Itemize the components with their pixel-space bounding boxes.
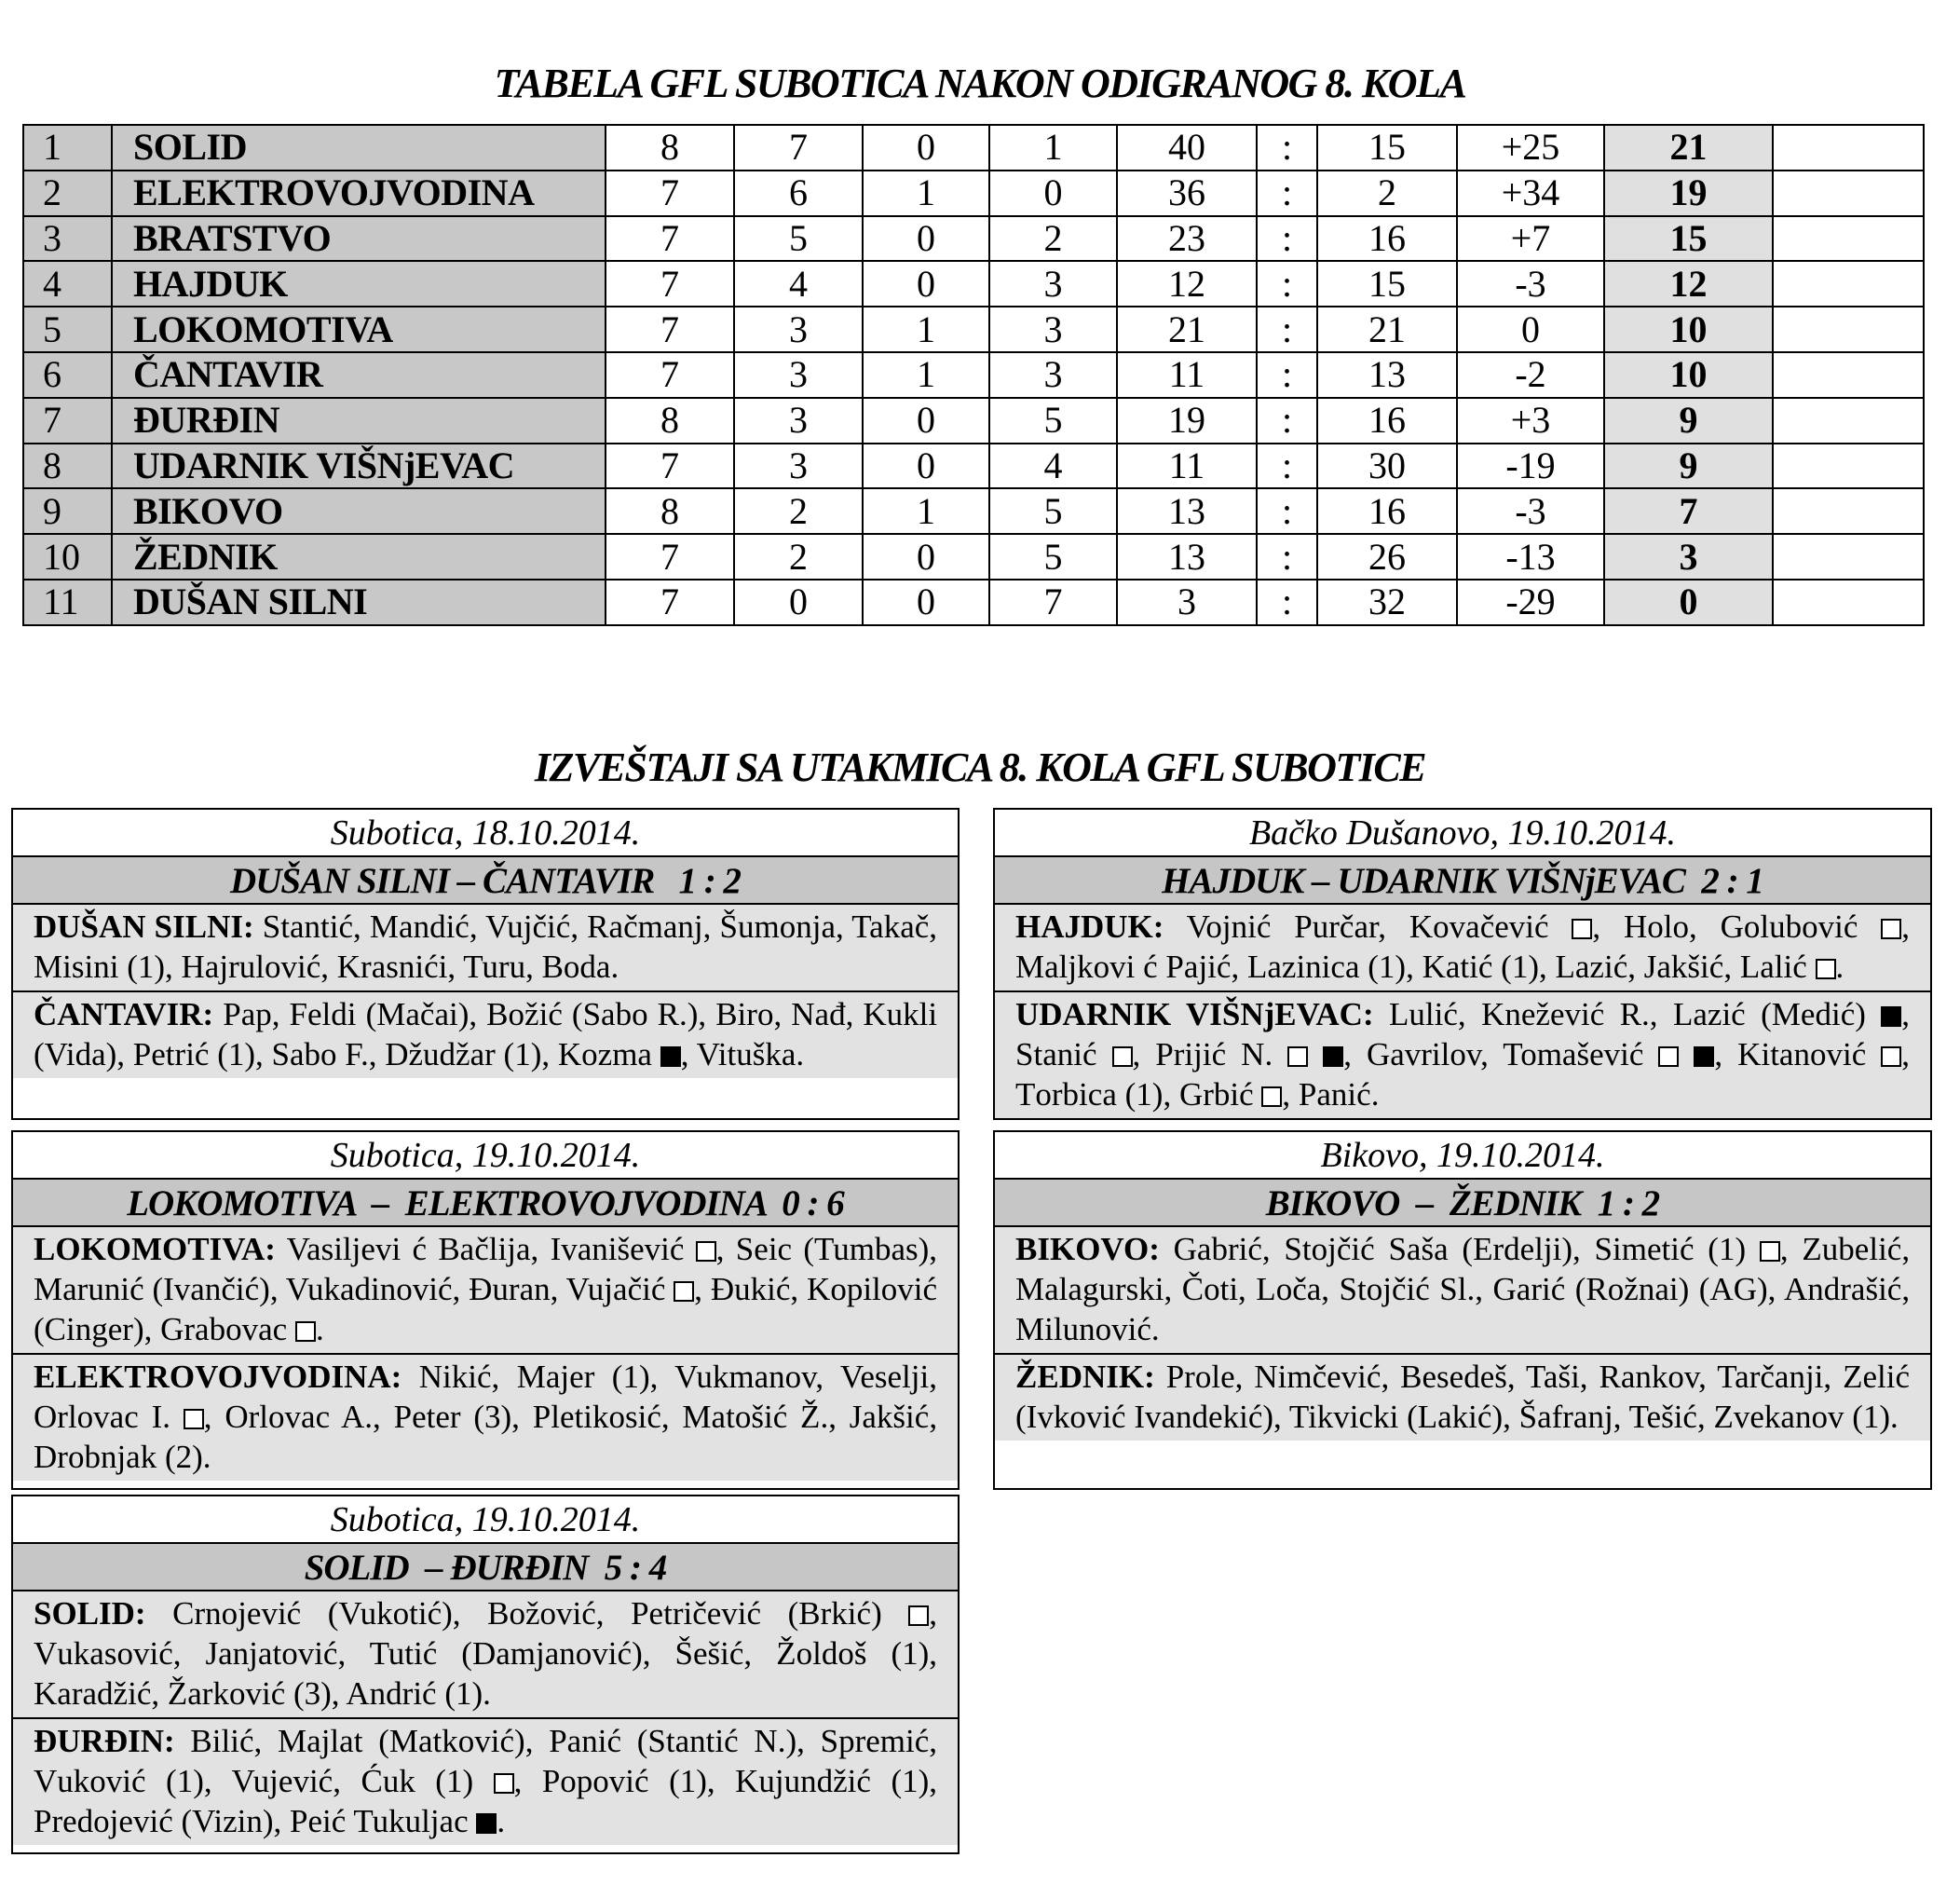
lost-cell: 0 [989, 171, 1117, 216]
standings-body [23, 125, 1924, 625]
goals-against-cell: 26 [1317, 534, 1457, 580]
table-row [23, 534, 1924, 580]
goals-for-cell: 19 [1117, 398, 1257, 444]
table-row [23, 488, 1924, 534]
card-box-filled [1881, 1006, 1901, 1027]
position-cell: 8 [23, 444, 112, 489]
goals-for-cell: 40 [1117, 125, 1257, 171]
position-cell: 7 [23, 398, 112, 444]
card-box-filled [660, 1046, 681, 1067]
goal-separator: : [1257, 261, 1317, 307]
empty-cell [1773, 216, 1924, 262]
table-row [23, 125, 1924, 171]
away-lineup [13, 1353, 958, 1481]
home-lineup [995, 1227, 1930, 1353]
team-cell: ELEKTROVOJVODINA [112, 171, 606, 216]
won-cell: 2 [734, 534, 863, 580]
goal-difference-cell: -19 [1457, 444, 1604, 489]
match-result: HAJDUK – UDARNIK VIŠNjEVAC 2 : 1 [995, 857, 1930, 905]
card-box-empty [1760, 1241, 1780, 1262]
goal-separator: : [1257, 216, 1317, 262]
table-row [23, 307, 1924, 352]
team-label: ČANTAVIR: [34, 996, 214, 1032]
away-lineup [995, 990, 1930, 1118]
team-cell: ĐURĐIN [112, 398, 606, 444]
empty-cell [1773, 488, 1924, 534]
goal-separator: : [1257, 444, 1317, 489]
lost-cell: 5 [989, 488, 1117, 534]
match-date: Subotica, 19.10.2014. [13, 1496, 958, 1544]
home-lineup [13, 1591, 958, 1717]
goals-against-cell: 15 [1317, 261, 1457, 307]
goals-for-cell: 21 [1117, 307, 1257, 352]
goals-against-cell: 16 [1317, 488, 1457, 534]
goal-difference-cell: -3 [1457, 488, 1604, 534]
player-list: Pap, Feldi (Mačai), Božić (Sabo R.), Biro, Nađ, Kukli (Vida), Petrić (1), Sabo F., Džudžar (1), Kozma , Vituška. [34, 996, 938, 1072]
card-box-filled [476, 1813, 497, 1834]
card-box-empty [674, 1281, 694, 1302]
match-date: Subotica, 18.10.2014. [13, 810, 958, 857]
points-cell: 3 [1604, 534, 1773, 580]
empty-cell [1773, 534, 1924, 580]
goal-separator: : [1257, 352, 1317, 398]
lost-cell: 7 [989, 580, 1117, 625]
match-report [993, 808, 1932, 1120]
goals-for-cell: 11 [1117, 352, 1257, 398]
drawn-cell: 1 [863, 352, 989, 398]
goal-difference-cell: +3 [1457, 398, 1604, 444]
points-cell: 21 [1604, 125, 1773, 171]
position-cell: 6 [23, 352, 112, 398]
empty-cell [1773, 398, 1924, 444]
goals-for-cell: 23 [1117, 216, 1257, 262]
card-box-empty [1881, 919, 1901, 939]
won-cell: 2 [734, 488, 863, 534]
away-lineup [13, 990, 958, 1078]
empty-cell [1773, 580, 1924, 625]
played-cell: 8 [606, 125, 734, 171]
lost-cell: 3 [989, 261, 1117, 307]
goal-separator: : [1257, 398, 1317, 444]
card-box-empty [908, 1605, 929, 1626]
drawn-cell: 1 [863, 307, 989, 352]
drawn-cell: 0 [863, 444, 989, 489]
points-cell: 7 [1604, 488, 1773, 534]
goals-for-cell: 11 [1117, 444, 1257, 489]
goal-difference-cell: +34 [1457, 171, 1604, 216]
reports-title: IZVEŠTAJI SA UTAKMICA 8. KOLA GFL SUBOTICE [534, 744, 1426, 790]
empty-cell [1773, 307, 1924, 352]
goal-separator: : [1257, 125, 1317, 171]
played-cell: 7 [606, 534, 734, 580]
lost-cell: 5 [989, 534, 1117, 580]
player-list: Bilić, Majlat (Matković), Panić (Stantić N.), Spremić, Vuković (1), Vujević, Ćuk (1) , Popović (1), Kujundžić (1), Predojević (Vizin), Peić Tukuljac . [34, 1723, 938, 1839]
won-cell: 0 [734, 580, 863, 625]
drawn-cell: 0 [863, 398, 989, 444]
empty-cell [1773, 261, 1924, 307]
team-cell: SOLID [112, 125, 606, 171]
goals-for-cell: 13 [1117, 534, 1257, 580]
match-date: Bačko Dušanovo, 19.10.2014. [995, 810, 1930, 857]
drawn-cell: 0 [863, 125, 989, 171]
goal-difference-cell: -29 [1457, 580, 1604, 625]
team-label: SOLID: [34, 1595, 146, 1632]
card-box-empty [1816, 959, 1836, 979]
away-lineup [995, 1353, 1930, 1441]
team-cell: ČANTAVIR [112, 352, 606, 398]
played-cell: 8 [606, 488, 734, 534]
goal-difference-cell: -13 [1457, 534, 1604, 580]
goal-difference-cell: +7 [1457, 216, 1604, 262]
lost-cell: 4 [989, 444, 1117, 489]
match-result: SOLID – ĐURĐIN 5 : 4 [13, 1544, 958, 1591]
lost-cell: 1 [989, 125, 1117, 171]
standings-title: TABELA GFL SUBOTICA NAKON ODIGRANOG 8. KOLA [494, 61, 1466, 106]
lost-cell: 5 [989, 398, 1117, 444]
card-box-empty [184, 1409, 204, 1429]
position-cell: 10 [23, 534, 112, 580]
player-list: Vasiljevi ć Bačlija, Ivanišević , Seic (Tumbas), Marunić (Ivančić), Vukadinović, Đuran, Vujačić , Đukić, Kopilović (Cinger), Grabovac . [34, 1231, 938, 1347]
team-cell: LOKOMOTIVA [112, 307, 606, 352]
points-cell: 10 [1604, 352, 1773, 398]
goal-separator: : [1257, 488, 1317, 534]
card-box-filled [1323, 1046, 1343, 1067]
played-cell: 7 [606, 307, 734, 352]
won-cell: 6 [734, 171, 863, 216]
goals-against-cell: 16 [1317, 216, 1457, 262]
player-list: Stantić, Mandić, Vujčić, Račmanj, Šumonja, Takač, Misini (1), Hajrulović, Krasnići, Turu, Boda. [34, 908, 938, 985]
position-cell: 9 [23, 488, 112, 534]
goals-against-cell: 32 [1317, 580, 1457, 625]
won-cell: 4 [734, 261, 863, 307]
won-cell: 3 [734, 352, 863, 398]
position-cell: 3 [23, 216, 112, 262]
lost-cell: 3 [989, 307, 1117, 352]
points-cell: 15 [1604, 216, 1773, 262]
drawn-cell: 1 [863, 171, 989, 216]
team-label: LOKOMOTIVA: [34, 1231, 276, 1267]
position-cell: 2 [23, 171, 112, 216]
goals-against-cell: 13 [1317, 352, 1457, 398]
team-cell: BRATSTVO [112, 216, 606, 262]
table-row [23, 352, 1924, 398]
empty-cell [1773, 444, 1924, 489]
card-box-empty [494, 1773, 514, 1794]
home-lineup [13, 1227, 958, 1353]
points-cell: 9 [1604, 444, 1773, 489]
team-label: ŽEDNIK: [1015, 1359, 1155, 1395]
table-row [23, 261, 1924, 307]
won-cell: 3 [734, 398, 863, 444]
goals-against-cell: 30 [1317, 444, 1457, 489]
points-cell: 9 [1604, 398, 1773, 444]
drawn-cell: 0 [863, 261, 989, 307]
table-row [23, 171, 1924, 216]
home-lineup [995, 905, 1930, 990]
team-cell: HAJDUK [112, 261, 606, 307]
played-cell: 7 [606, 352, 734, 398]
played-cell: 7 [606, 261, 734, 307]
team-cell: UDARNIK VIŠNjEVAC [112, 444, 606, 489]
points-cell: 19 [1604, 171, 1773, 216]
table-row [23, 216, 1924, 262]
match-report [11, 808, 960, 1120]
team-label: ĐURĐIN: [34, 1723, 175, 1759]
card-box-empty [295, 1321, 316, 1342]
match-report [11, 1130, 960, 1490]
team-cell: ŽEDNIK [112, 534, 606, 580]
match-report [11, 1495, 960, 1854]
position-cell: 5 [23, 307, 112, 352]
goals-against-cell: 15 [1317, 125, 1457, 171]
drawn-cell: 0 [863, 216, 989, 262]
points-cell: 0 [1604, 580, 1773, 625]
team-label: BIKOVO: [1015, 1231, 1160, 1267]
table-row [23, 398, 1924, 444]
goal-difference-cell: 0 [1457, 307, 1604, 352]
position-cell: 4 [23, 261, 112, 307]
won-cell: 3 [734, 444, 863, 489]
empty-cell [1773, 125, 1924, 171]
drawn-cell: 0 [863, 580, 989, 625]
position-cell: 11 [23, 580, 112, 625]
team-cell: BIKOVO [112, 488, 606, 534]
goal-difference-cell: +25 [1457, 125, 1604, 171]
goal-difference-cell: -3 [1457, 261, 1604, 307]
drawn-cell: 1 [863, 488, 989, 534]
card-box-empty [1112, 1046, 1133, 1067]
match-result: LOKOMOTIVA – ELEKTROVOJVODINA 0 : 6 [13, 1180, 958, 1227]
card-box-empty [1658, 1046, 1679, 1067]
player-list: Nikić, Majer (1), Vukmanov, Veselji, Orlovac I. , Orlovac A., Peter (3), Pletikosić, Matošić Ž., Jakšić, Drobnjak (2). [34, 1359, 938, 1475]
player-list: Crnojević (Vukotić), Božović, Petričević (Brkić) , Vukasović, Janjatović, Tutić (Damjanović), Šešić, Žoldoš (1), Karadžić, Žarković (3), Andrić (1). [34, 1595, 938, 1712]
card-box-empty [1572, 919, 1592, 939]
empty-cell [1773, 352, 1924, 398]
goals-against-cell: 21 [1317, 307, 1457, 352]
goals-for-cell: 3 [1117, 580, 1257, 625]
match-date: Subotica, 19.10.2014. [13, 1132, 958, 1180]
away-lineup [13, 1717, 958, 1845]
team-label: DUŠAN SILNI: [34, 908, 254, 945]
drawn-cell: 0 [863, 534, 989, 580]
goal-separator: : [1257, 580, 1317, 625]
goal-separator: : [1257, 171, 1317, 216]
goals-for-cell: 12 [1117, 261, 1257, 307]
points-cell: 10 [1604, 307, 1773, 352]
player-list: Prole, Nimčević, Besedeš, Taši, Rankov, Tarčanji, Zelić (Ivković Ivandekić), Tikvicki (Lakić), Šafranj, Tešić, Zvekanov (1). [1015, 1359, 1911, 1435]
lost-cell: 3 [989, 352, 1117, 398]
match-report [993, 1130, 1932, 1490]
played-cell: 7 [606, 444, 734, 489]
played-cell: 7 [606, 580, 734, 625]
goal-difference-cell: -2 [1457, 352, 1604, 398]
match-result: DUŠAN SILNI – ČANTAVIR 1 : 2 [13, 857, 958, 905]
played-cell: 7 [606, 216, 734, 262]
goal-separator: : [1257, 534, 1317, 580]
match-result: BIKOVO – ŽEDNIK 1 : 2 [995, 1180, 1930, 1227]
goals-for-cell: 36 [1117, 171, 1257, 216]
position-cell: 1 [23, 125, 112, 171]
won-cell: 5 [734, 216, 863, 262]
table-row [23, 580, 1924, 625]
card-box-empty [1881, 1046, 1901, 1067]
card-box-empty [1287, 1046, 1308, 1067]
team-label: HAJDUK: [1015, 908, 1164, 945]
table-row [23, 444, 1924, 489]
player-list: Lulić, Knežević R., Lazić (Medić) , Stanić , Prijić N. , Gavrilov, Tomašević , Kitanović , Torbica (1), Grbić , Panić. [1015, 996, 1911, 1113]
played-cell: 7 [606, 171, 734, 216]
home-lineup [13, 905, 958, 990]
team-cell: DUŠAN SILNI [112, 580, 606, 625]
won-cell: 3 [734, 307, 863, 352]
card-box-empty [696, 1241, 716, 1262]
player-list: Vojnić Purčar, Kovačević , Holo, Golubović , Maljkovi ć Pajić, Lazinica (1), Katić (1), Lazić, Jakšić, Lalić . [1015, 908, 1910, 985]
points-cell: 12 [1604, 261, 1773, 307]
team-label: ELEKTROVOJVODINA: [34, 1359, 402, 1395]
empty-cell [1773, 171, 1924, 216]
lost-cell: 2 [989, 216, 1117, 262]
standings-table [22, 124, 1925, 626]
goal-separator: : [1257, 307, 1317, 352]
card-box-filled [1694, 1046, 1714, 1067]
goals-for-cell: 13 [1117, 488, 1257, 534]
goals-against-cell: 2 [1317, 171, 1457, 216]
match-date: Bikovo, 19.10.2014. [995, 1132, 1930, 1180]
played-cell: 8 [606, 398, 734, 444]
player-list: Gabrić, Stojčić Saša (Erdelji), Simetić (1) , Zubelić, Malagurski, Čoti, Loča, Stojčić Sl., Garić (Rožnai) (AG), Andrašić, Milunović. [1015, 1231, 1911, 1347]
goals-against-cell: 16 [1317, 398, 1457, 444]
team-label: UDARNIK VIŠNjEVAC: [1015, 996, 1374, 1032]
card-box-empty [1261, 1086, 1282, 1107]
won-cell: 7 [734, 125, 863, 171]
